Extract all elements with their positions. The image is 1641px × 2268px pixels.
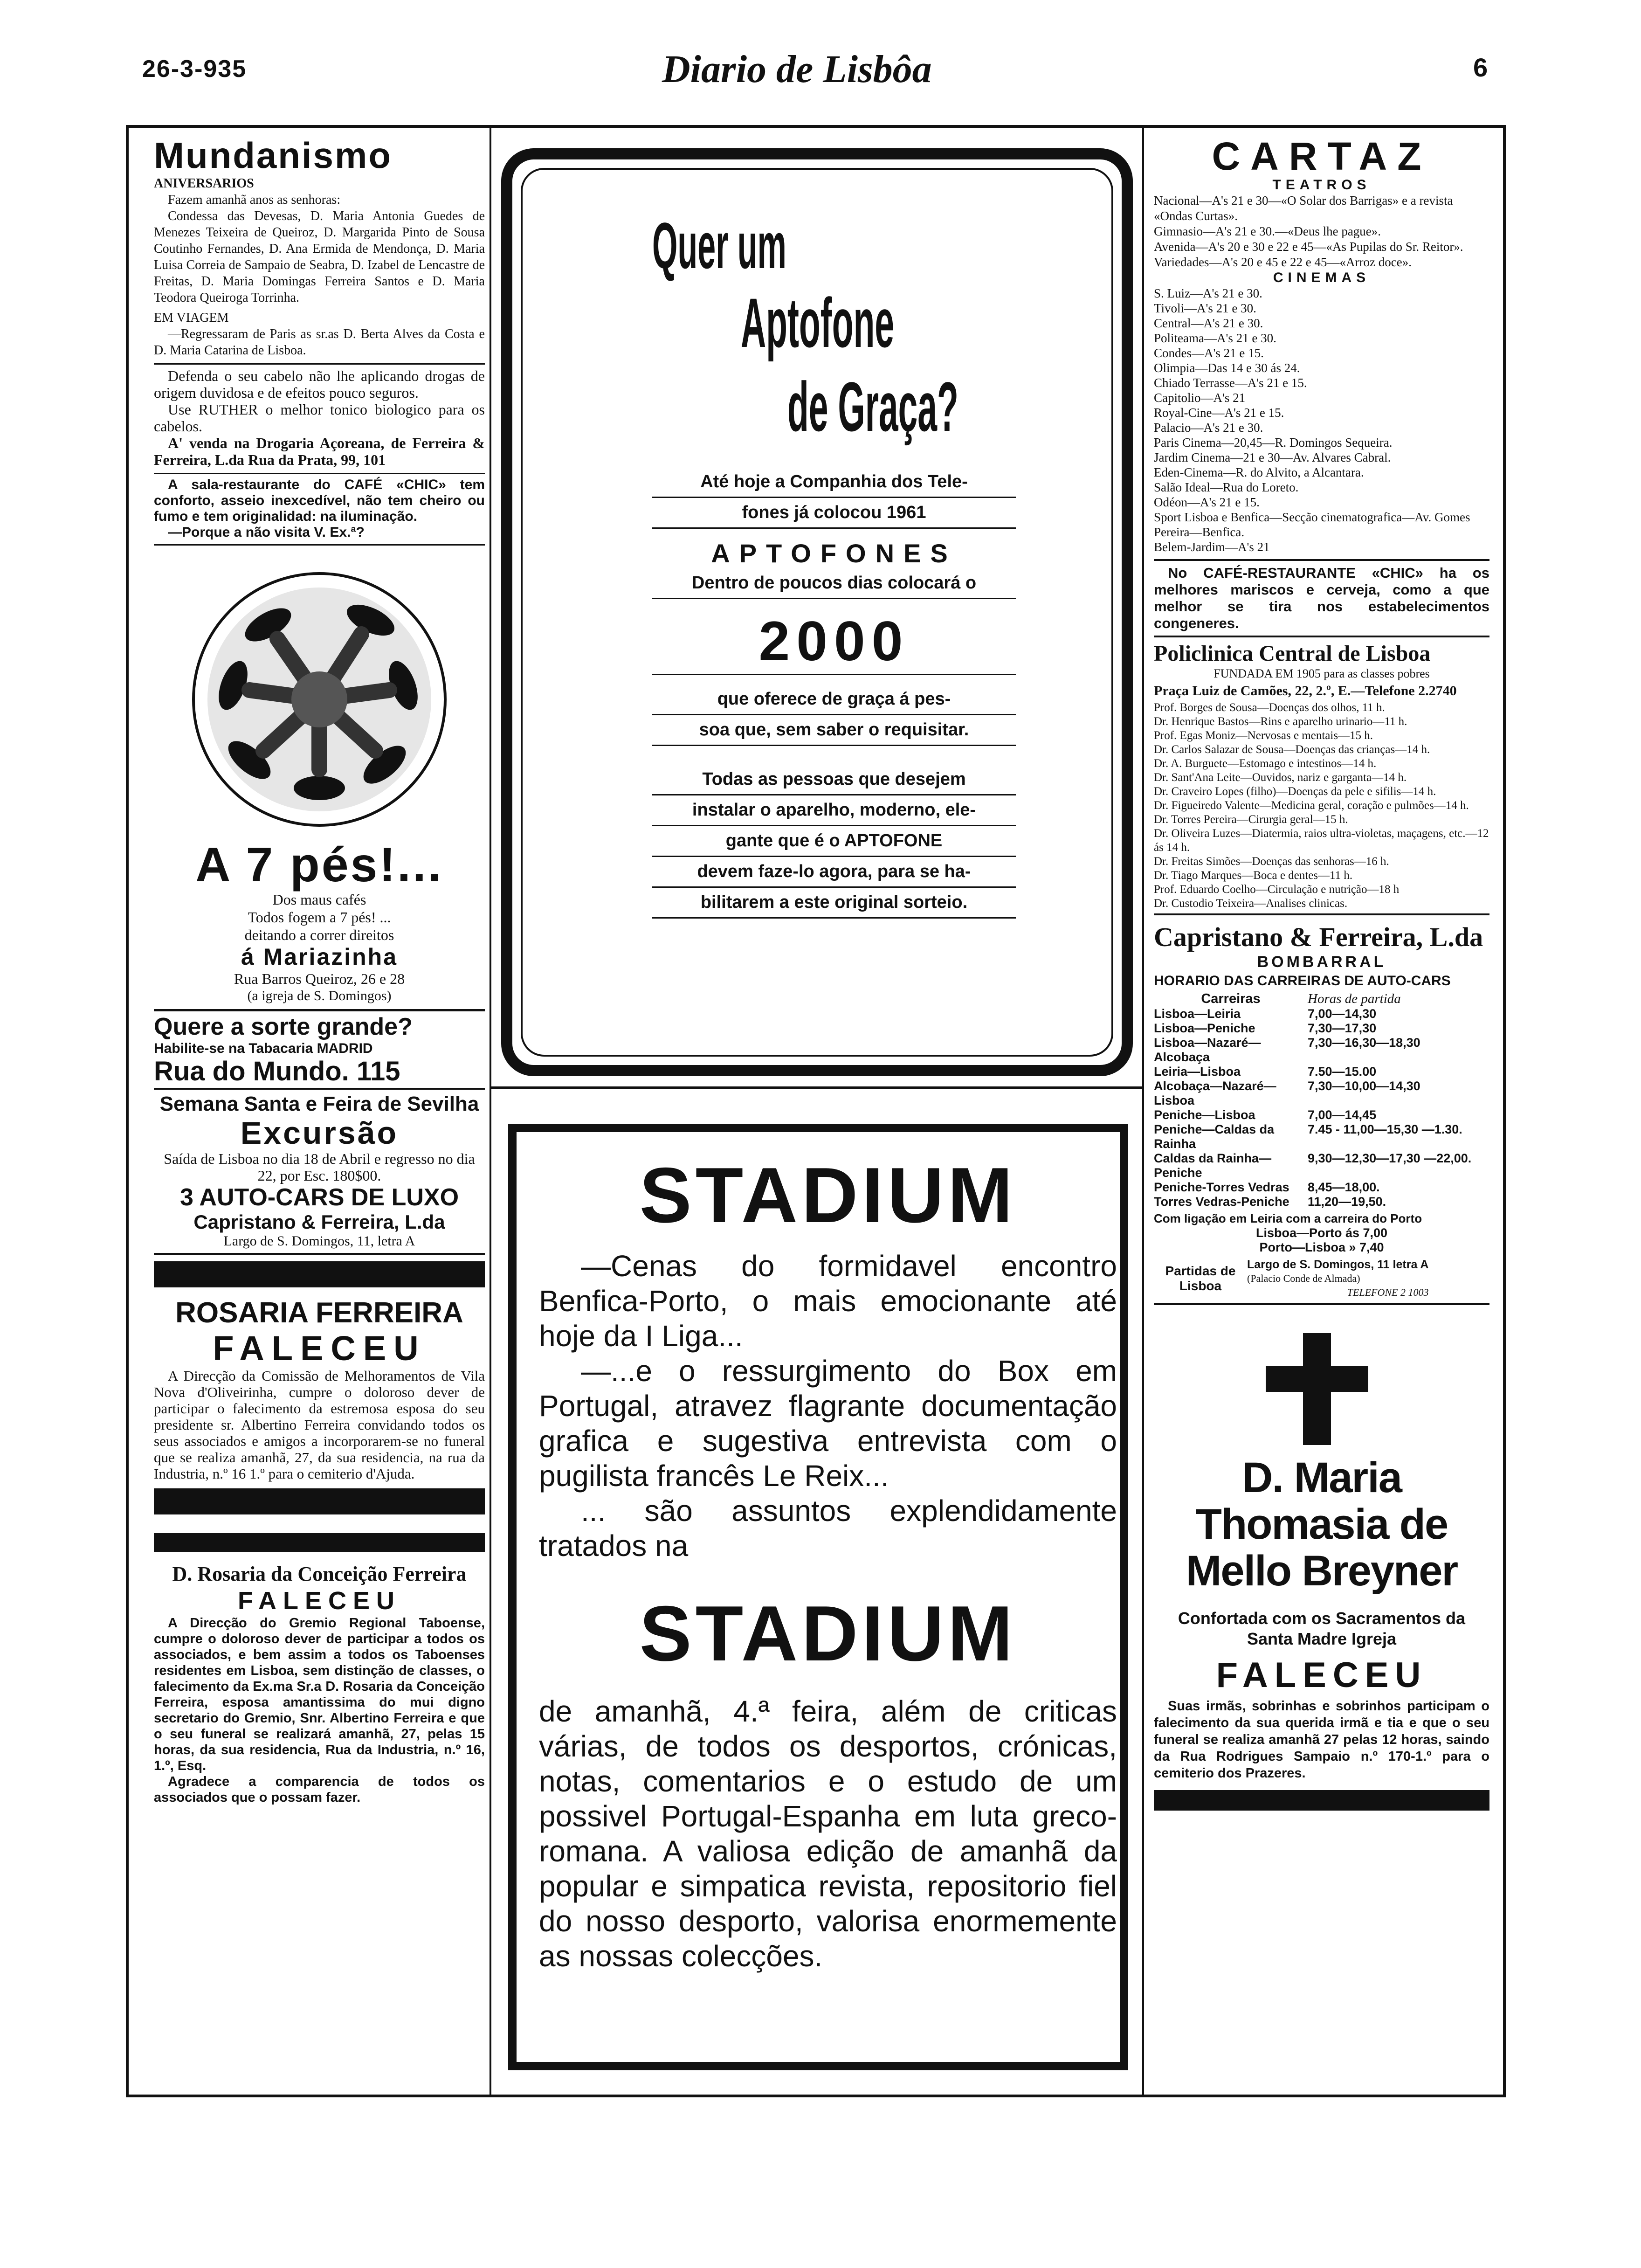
capristano-porto-1: Lisboa—Porto ás 7,00 — [1255, 1226, 1388, 1240]
timetable-times: 7,30—17,30 — [1308, 1021, 1377, 1035]
seven-feet-line-3: deitando a correr direitos — [244, 927, 394, 943]
timetable-route: Leiria—Lisboa — [1154, 1065, 1241, 1079]
seven-feet-ad — [154, 839, 485, 1004]
page-number: 6 — [1473, 53, 1488, 82]
cinema-line: Tivoli—A's 21 e 30. — [1154, 301, 1256, 315]
aniversarios-heading: ANIVERSARIOS — [154, 176, 254, 191]
cinema-line: Palacio—A's 21 e 30. — [1154, 421, 1263, 435]
cartaz-title: CARTAZ — [1212, 134, 1432, 178]
excursao-line-1: Semana Santa e Feira de Sevilha — [159, 1093, 479, 1115]
cinema-line: Odéon—A's 21 e 15. — [1154, 495, 1260, 509]
cinema-line: Olimpia—Das 14 e 30 ás 24. — [1154, 361, 1300, 375]
doctor-line: Dr. Craveiro Lopes (filho)—Doenças da pele e sifilis—14 h. — [1154, 785, 1436, 798]
cross-icon — [1154, 1333, 1489, 1454]
left-column — [154, 135, 485, 1805]
teatro-line: Gimnasio—A's 21 e 30.—«Deus lhe pague». — [1154, 224, 1381, 238]
timetable-route: Caldas da Rainha—Peniche — [1154, 1151, 1272, 1180]
doctor-line: Dr. Henrique Bastos—Rins e aparelho urinario—11 h. — [1154, 715, 1407, 728]
cinema-line: Paris Cinema—20,45—R. Domingos Sequeira. — [1154, 436, 1393, 449]
excursao-line-3: 3 AUTO-CARS DE LUXO — [179, 1184, 459, 1211]
stadium-title-1: STADIUM — [639, 1151, 1017, 1239]
doctor-line: Dr. Sant'Ana Leite—Ouvidos, nariz e garganta—14 h. — [1154, 771, 1407, 784]
right-column — [1154, 135, 1489, 1811]
excursao-line-2: Excursão — [240, 1115, 399, 1151]
teatro-line: Avenida—A's 20 e 30 e 22 e 45—«As Pupilas do Sr. Reitor». — [1154, 240, 1463, 254]
cinema-line: Eden-Cinema—R. do Alvito, a Alcantara. — [1154, 465, 1364, 479]
black-bar-right — [1154, 1790, 1489, 1811]
doctor-line: Dr. Carlos Salazar de Sousa—Doenças das crianças—14 h. — [1154, 743, 1430, 756]
stadium-ad — [508, 1124, 1128, 2070]
aptofone-line-6: Todas as pessoas que desejem — [652, 765, 1016, 795]
rosaria-obituary — [154, 1287, 485, 1482]
capristano-palacio: (Palacio Conde de Almada) — [1247, 1272, 1360, 1284]
cinema-line: Salão Ideal—Rua do Loreto. — [1154, 480, 1299, 494]
seven-feet-line-4: á Mariazinha — [241, 944, 398, 970]
seven-feet-line-5: Rua Barros Queiroz, 26 e 28 — [234, 970, 405, 987]
breyner-faleceu: FALECEU — [1216, 1655, 1427, 1695]
ruther-p2: Use RUTHER o melhor tonico biologico para os cabelos. — [154, 401, 485, 435]
policlinica-fundada: FUNDADA EM 1905 para as classes pobres — [1214, 667, 1430, 680]
capristano-telefone: TELEFONE 2 1003 — [1347, 1286, 1429, 1298]
timetable-times: 8,45—18,00. — [1308, 1180, 1380, 1194]
capristano-address — [1247, 1258, 1428, 1300]
chic-p1: A sala-restaurante do CAFÉ «CHIC» tem conforto, asseio inexcedível, não tem cheiro ou fumo e tem originalidad: na iluminação. — [154, 477, 485, 524]
column-rule-right — [1142, 128, 1144, 2095]
frame-right — [1503, 125, 1506, 2097]
doctor-line: Prof. Egas Moniz—Nervosas e mentais—15 h. — [1154, 729, 1373, 742]
cinema-line: Condes—A's 21 e 15. — [1154, 346, 1264, 360]
column-rule-left — [490, 128, 491, 2095]
frame-top — [126, 125, 1506, 128]
aptofone-line-8: gante que é o APTOFONE — [652, 826, 1016, 857]
policlinica-title: Policlinica Central de Lisboa — [1154, 641, 1431, 666]
chic-ad — [154, 473, 485, 546]
aptofone-line-3: Dentro de poucos dias colocará o — [652, 568, 1016, 599]
stadium-p3: ... são assuntos explendidamente tratados na — [539, 1494, 1117, 1563]
timetable-route: Peniche—Lisboa — [1154, 1108, 1255, 1122]
capristano-footer — [1154, 1258, 1489, 1300]
breyner-name: D. Maria Thomasia de Mello Breyner — [1186, 1454, 1458, 1595]
ruther-p1: Defenda o seu cabelo não lhe aplicando drogas de origem duvidosa e de efeitos pouco seguros. — [154, 367, 485, 401]
stadium-p2: —...e o ressurgimento do Box em Portugal, atravez flagrante documentação grafica e sugestiva entrevista com o pugilista francês Le Reix... — [539, 1354, 1117, 1493]
frame-left — [126, 125, 129, 2097]
rosaria-name: ROSARIA FERREIRA — [175, 1297, 463, 1329]
chic-restaurante-ad: No CAFÉ-RESTAURANTE «CHIC» ha os melhores mariscos e cerveja, como a que melhor se tira nos estabelecimentos congeneres. — [1154, 559, 1489, 637]
policlinica-address: Praça Luiz de Camões, 22, 2.º, E.—Telefone 2.2740 — [1154, 683, 1457, 698]
excursao-ad — [154, 1090, 485, 1255]
capristano-ligacao: Com ligação em Leiria com a carreira do Porto — [1154, 1211, 1422, 1225]
black-bar-3 — [154, 1533, 485, 1552]
black-bar-2 — [154, 1488, 485, 1514]
seven-feet-headline: A 7 pés!... — [195, 838, 443, 892]
rosaria2-faleceu: FALECEU — [237, 1587, 401, 1615]
aptofone-line-9: devem faze-lo agora, para se ha- — [652, 857, 1016, 888]
timetable-route: Peniche—Caldas da Rainha — [1154, 1122, 1275, 1151]
aptofone-q2: Aptofone — [741, 284, 895, 362]
aptofone-ad — [501, 148, 1133, 1076]
sorte-line-2: Habilite-se na Tabacaria MADRID — [154, 1041, 373, 1056]
aptofone-line-4: que oferece de graça á pes- — [652, 685, 1016, 715]
black-bar-1 — [154, 1261, 485, 1287]
aptofone-line-5: soa que, sem saber o requisitar. — [652, 715, 1016, 746]
excursao-line-5: Largo de S. Domingos, 11, letra A — [223, 1233, 415, 1249]
viagem-body: —Regressaram de Paris as sr.as D. Berta Alves da Costa e D. Maria Catarina de Lisboa. — [154, 327, 485, 358]
doctor-line: Dr. Custodio Teixeira—Analises clinicas. — [1154, 897, 1348, 910]
doctor-line: Dr. A. Burguete—Estomago e intestinos—14 h. — [1154, 757, 1377, 770]
rosaria2-thanks: Agradece a comparencia de todos os associados que o possam fazer. — [154, 1774, 485, 1805]
breyner-obituary — [1154, 1454, 1489, 1782]
aptofone-q3: de Graça? — [787, 367, 958, 446]
capristano-title: Capristano & Ferreira, L.da — [1154, 922, 1483, 952]
cinema-line: Jardim Cinema—21 e 30—Av. Alvares Cabral. — [1154, 450, 1391, 464]
seven-feet-illustration — [189, 569, 450, 830]
seven-feet-line-6: (a igreja de S. Domingos) — [247, 988, 392, 1003]
timetable-times: 7.45 - 11,00—15,30 —1.30. — [1308, 1122, 1462, 1136]
ruther-p3: A' venda na Drogaria Açoreana, de Ferreira & Ferreira, L.da Rua da Prata, 99, 101 — [154, 435, 485, 468]
doctor-line: Dr. Figueiredo Valente—Medicina geral, coração e pulmões—14 h. — [1154, 799, 1469, 812]
stadium-content — [539, 1151, 1117, 1974]
ruther-ad — [154, 363, 485, 468]
viagem-heading: EM VIAGEM — [154, 311, 229, 325]
aptofone-line-2: fones já colocou 1961 — [652, 498, 1016, 529]
timetable-times: 7,30—16,30—18,30 — [1308, 1036, 1420, 1050]
capristano-horario: HORARIO DAS CARREIRAS DE AUTO-CARS — [1154, 973, 1451, 989]
timetable-route: Torres Vedras-Peniche — [1154, 1195, 1289, 1209]
timetable-row — [1154, 1079, 1489, 1108]
aniversarios-intro: Fazem amanhã anos as senhoras: — [168, 193, 341, 207]
rosaria2-obituary — [154, 1552, 485, 1805]
rosaria2-name: D. Rosaria da Conceição Ferreira — [172, 1563, 467, 1585]
sorte-line-1: Quere a sorte grande? — [154, 1013, 413, 1040]
page-date: 26-3-935 — [142, 55, 247, 83]
cinemas-heading: CINEMAS — [1273, 270, 1371, 285]
timetable-row — [1154, 1065, 1489, 1079]
cinema-line: Capitolio—A's 21 — [1154, 391, 1246, 405]
capristano-sub: BOMBARRAL — [1257, 953, 1386, 971]
cinema-line: Central—A's 21 e 30. — [1154, 316, 1263, 330]
mundanismo-section — [154, 135, 485, 359]
cartaz-section — [1154, 135, 1489, 554]
aptofone-q1: Quer um — [652, 209, 786, 282]
sorte-ad — [154, 1009, 485, 1090]
timetable-times: 7.50—15.00 — [1308, 1065, 1377, 1079]
capristano-col-times: Horas de partida — [1308, 991, 1401, 1006]
timetable-row — [1154, 1108, 1489, 1122]
timetable-times: 9,30—12,30—17,30 —22,00. — [1308, 1151, 1472, 1165]
doctor-line: Dr. Freitas Simões—Doenças das senhoras—16 h. — [1154, 855, 1389, 868]
timetable-times: 7,00—14,30 — [1308, 1007, 1377, 1021]
cinema-line: S. Luiz—A's 21 e 30. — [1154, 286, 1262, 300]
capristano-table-head — [1154, 991, 1489, 1007]
chic-p2: —Porque a não visita V. Ex.ª? — [168, 525, 365, 540]
cinema-line: Royal-Cine—A's 21 e 15. — [1154, 406, 1284, 420]
center-divider — [491, 1086, 1142, 1089]
doctor-line: Dr. Tiago Marques—Boca e dentes—11 h. — [1154, 869, 1353, 882]
cinemas-list — [1154, 286, 1489, 554]
seven-feet-line-1: Dos maus cafés — [272, 891, 366, 908]
aptofone-line-1: Até hoje a Companhia dos Tele- — [652, 467, 1016, 498]
capristano-largo: Largo de S. Domingos, 11 letra A — [1247, 1258, 1429, 1271]
teatro-line: Nacional—A's 21 e 30—«O Solar dos Barrigas» e a revista «Ondas Curtas». — [1154, 194, 1453, 223]
policlinica-ad — [1154, 637, 1489, 915]
breyner-confortada: Confortada com os Sacramentos da Santa Madre Igreja — [1178, 1609, 1466, 1648]
cinema-line: Politeama—A's 21 e 30. — [1154, 331, 1276, 345]
timetable-route: Lisboa—Nazaré—Alcobaça — [1154, 1036, 1261, 1064]
cinema-line: Belem-Jardim—A's 21 — [1154, 540, 1270, 554]
timetable-row — [1154, 1122, 1489, 1151]
timetable-times: 11,20—19,50. — [1308, 1195, 1386, 1209]
stadium-title-2: STADIUM — [639, 1590, 1017, 1677]
aptofone-content — [652, 211, 1016, 919]
timetable-row — [1154, 1195, 1489, 1209]
aniversarios-body: Condessa das Devesas, D. Maria Antonia Guedes de Menezes Teixeira de Queiroz, D. Margarida Pinto de Sousa Coutinho Fernandes, D. Ana Ermida de Mendonça, D. Maria Luisa Correia de Sampaio de Seabra, D. Izabel de Lencastre de Freitas, D. Maria Domingas Ferreira Santos e D. Maria Teodora Queiroga Torrinha. — [154, 209, 485, 305]
stadium-p1: —Cenas do formidavel encontro Benfica-Porto, o mais emocionante até hoje da I Liga... — [539, 1249, 1117, 1353]
sorte-line-3: Rua do Mundo. 115 — [154, 1056, 400, 1086]
doctor-line: Prof. Borges de Sousa—Doenças dos olhos, 11 h. — [1154, 701, 1385, 714]
excursao-body: Saída de Lisboa no dia 18 de Abril e regresso no dia 22, por Esc. 180$00. — [164, 1150, 475, 1184]
aptofone-brand: APTOFONES — [711, 539, 957, 568]
cinema-line: Sport Lisboa e Benfica—Secção cinematografica—Av. Gomes Pereira—Benfica. — [1154, 510, 1470, 539]
aptofone-line-10: bilitarem a este original sorteio. — [652, 888, 1016, 919]
capristano-partidas: Partidas de Lisboa — [1165, 1264, 1236, 1293]
rosaria-body: A Direcção da Comissão de Melhoramentos de Vila Nova d'Oliveirinha, cumpre o doloroso dever de participar o falecimento da estremosa esposa do seu presidente sr. Albertino Ferreira convidando todos os seus associados e amigos a incorporarem-se no funeral que se realiza amanhã, 27, da sua residencia, na rua da Industria, n.º 16 1.º para o cemiterio d'Ajuda. — [154, 1368, 485, 1482]
doctors-list — [1154, 701, 1489, 911]
excursao-line-4: Capristano & Ferreira, L.da — [193, 1211, 445, 1233]
rosaria-faleceu: FALECEU — [213, 1329, 426, 1368]
teatro-line: Variedades—A's 20 e 45 e 22 e 45—«Arroz doce». — [1154, 255, 1412, 269]
doctor-line: Dr. Oliveira Luzes—Diatermia, raios ultra-violetas, maçagens, etc.—12 ás 14 h. — [1154, 827, 1489, 854]
aptofone-2000: 2000 — [652, 608, 1016, 675]
aptofone-line-7: instalar o aparelho, moderno, ele- — [652, 795, 1016, 826]
timetable-route: Peniche-Torres Vedras — [1154, 1180, 1289, 1194]
capristano-rows — [1154, 1007, 1489, 1209]
teatros-list — [1154, 193, 1489, 270]
timetable-times: 7,30—10,00—14,30 — [1308, 1079, 1420, 1093]
cinema-line: Chiado Terrasse—A's 21 e 15. — [1154, 376, 1307, 390]
capristano-col-routes: Carreiras — [1201, 991, 1261, 1006]
capristano-ad — [1154, 915, 1489, 1305]
capristano-porto-2: Porto—Lisboa » 7,40 — [1259, 1240, 1384, 1254]
breyner-body: Suas irmãs, sobrinhas e sobrinhos participam o falecimento da sua querida irmã e tia e que o seu funeral se realiza amanhã 27 pelas 12 horas, saindo da Rua Rodrigues Sampaio n.º 170-1.º para o cemiterio dos Prazeres. — [1154, 1699, 1489, 1781]
timetable-row — [1154, 1007, 1489, 1021]
masthead: Diario de Lisbôa — [662, 48, 932, 91]
rosaria2-body: A Direcção do Gremio Regional Taboense, cumpre o doloroso dever de participar a todos os associados, e bem assim a todos os Taboenses residentes em Lisboa, sem distinção de classes, o falecimento da Ex.ma Sr.a D. Rosaria da Conceição Ferreira, esposa amantissima do mui digno secretario do Gremio, Snr. Albertino Ferreira e que o seu funeral se realizará amanhã, 27, pelas 15 horas, da sua residencia, Rua da Industria, n.º 16, 1.º, Esq. — [154, 1616, 485, 1773]
stadium-p4: de amanhã, 4.ª feira, além de criticas várias, de todos os desportos, crónicas, notas, comentarios e o estudo de um possivel Portugal-Espanha em luta greco-romana. A valiosa edição de amanhã da popular e simpatica revista, repositorio fiel do nosso desporto, valorisa enormemente as nossas colecções. — [539, 1694, 1117, 1973]
timetable-route: Lisboa—Leiria — [1154, 1007, 1241, 1021]
timetable-row — [1154, 1036, 1489, 1065]
teatros-heading: TEATROS — [1272, 177, 1371, 193]
timetable-times: 7,00—14,45 — [1308, 1108, 1377, 1122]
mundanismo-title: Mundanismo — [154, 135, 392, 176]
frame-bottom — [126, 2095, 1506, 2097]
timetable-row — [1154, 1180, 1489, 1195]
doctor-line: Dr. Torres Pereira—Cirurgia geral—15 h. — [1154, 813, 1348, 826]
seven-feet-line-2: Todos fogem a 7 pés! ... — [248, 909, 391, 926]
timetable-row — [1154, 1021, 1489, 1036]
timetable-route: Alcobaça—Nazaré—Lisboa — [1154, 1079, 1276, 1107]
timetable-row — [1154, 1151, 1489, 1180]
timetable-route: Lisboa—Peniche — [1154, 1021, 1255, 1035]
doctor-line: Prof. Eduardo Coelho—Circulação e nutrição—18 h — [1154, 883, 1400, 896]
